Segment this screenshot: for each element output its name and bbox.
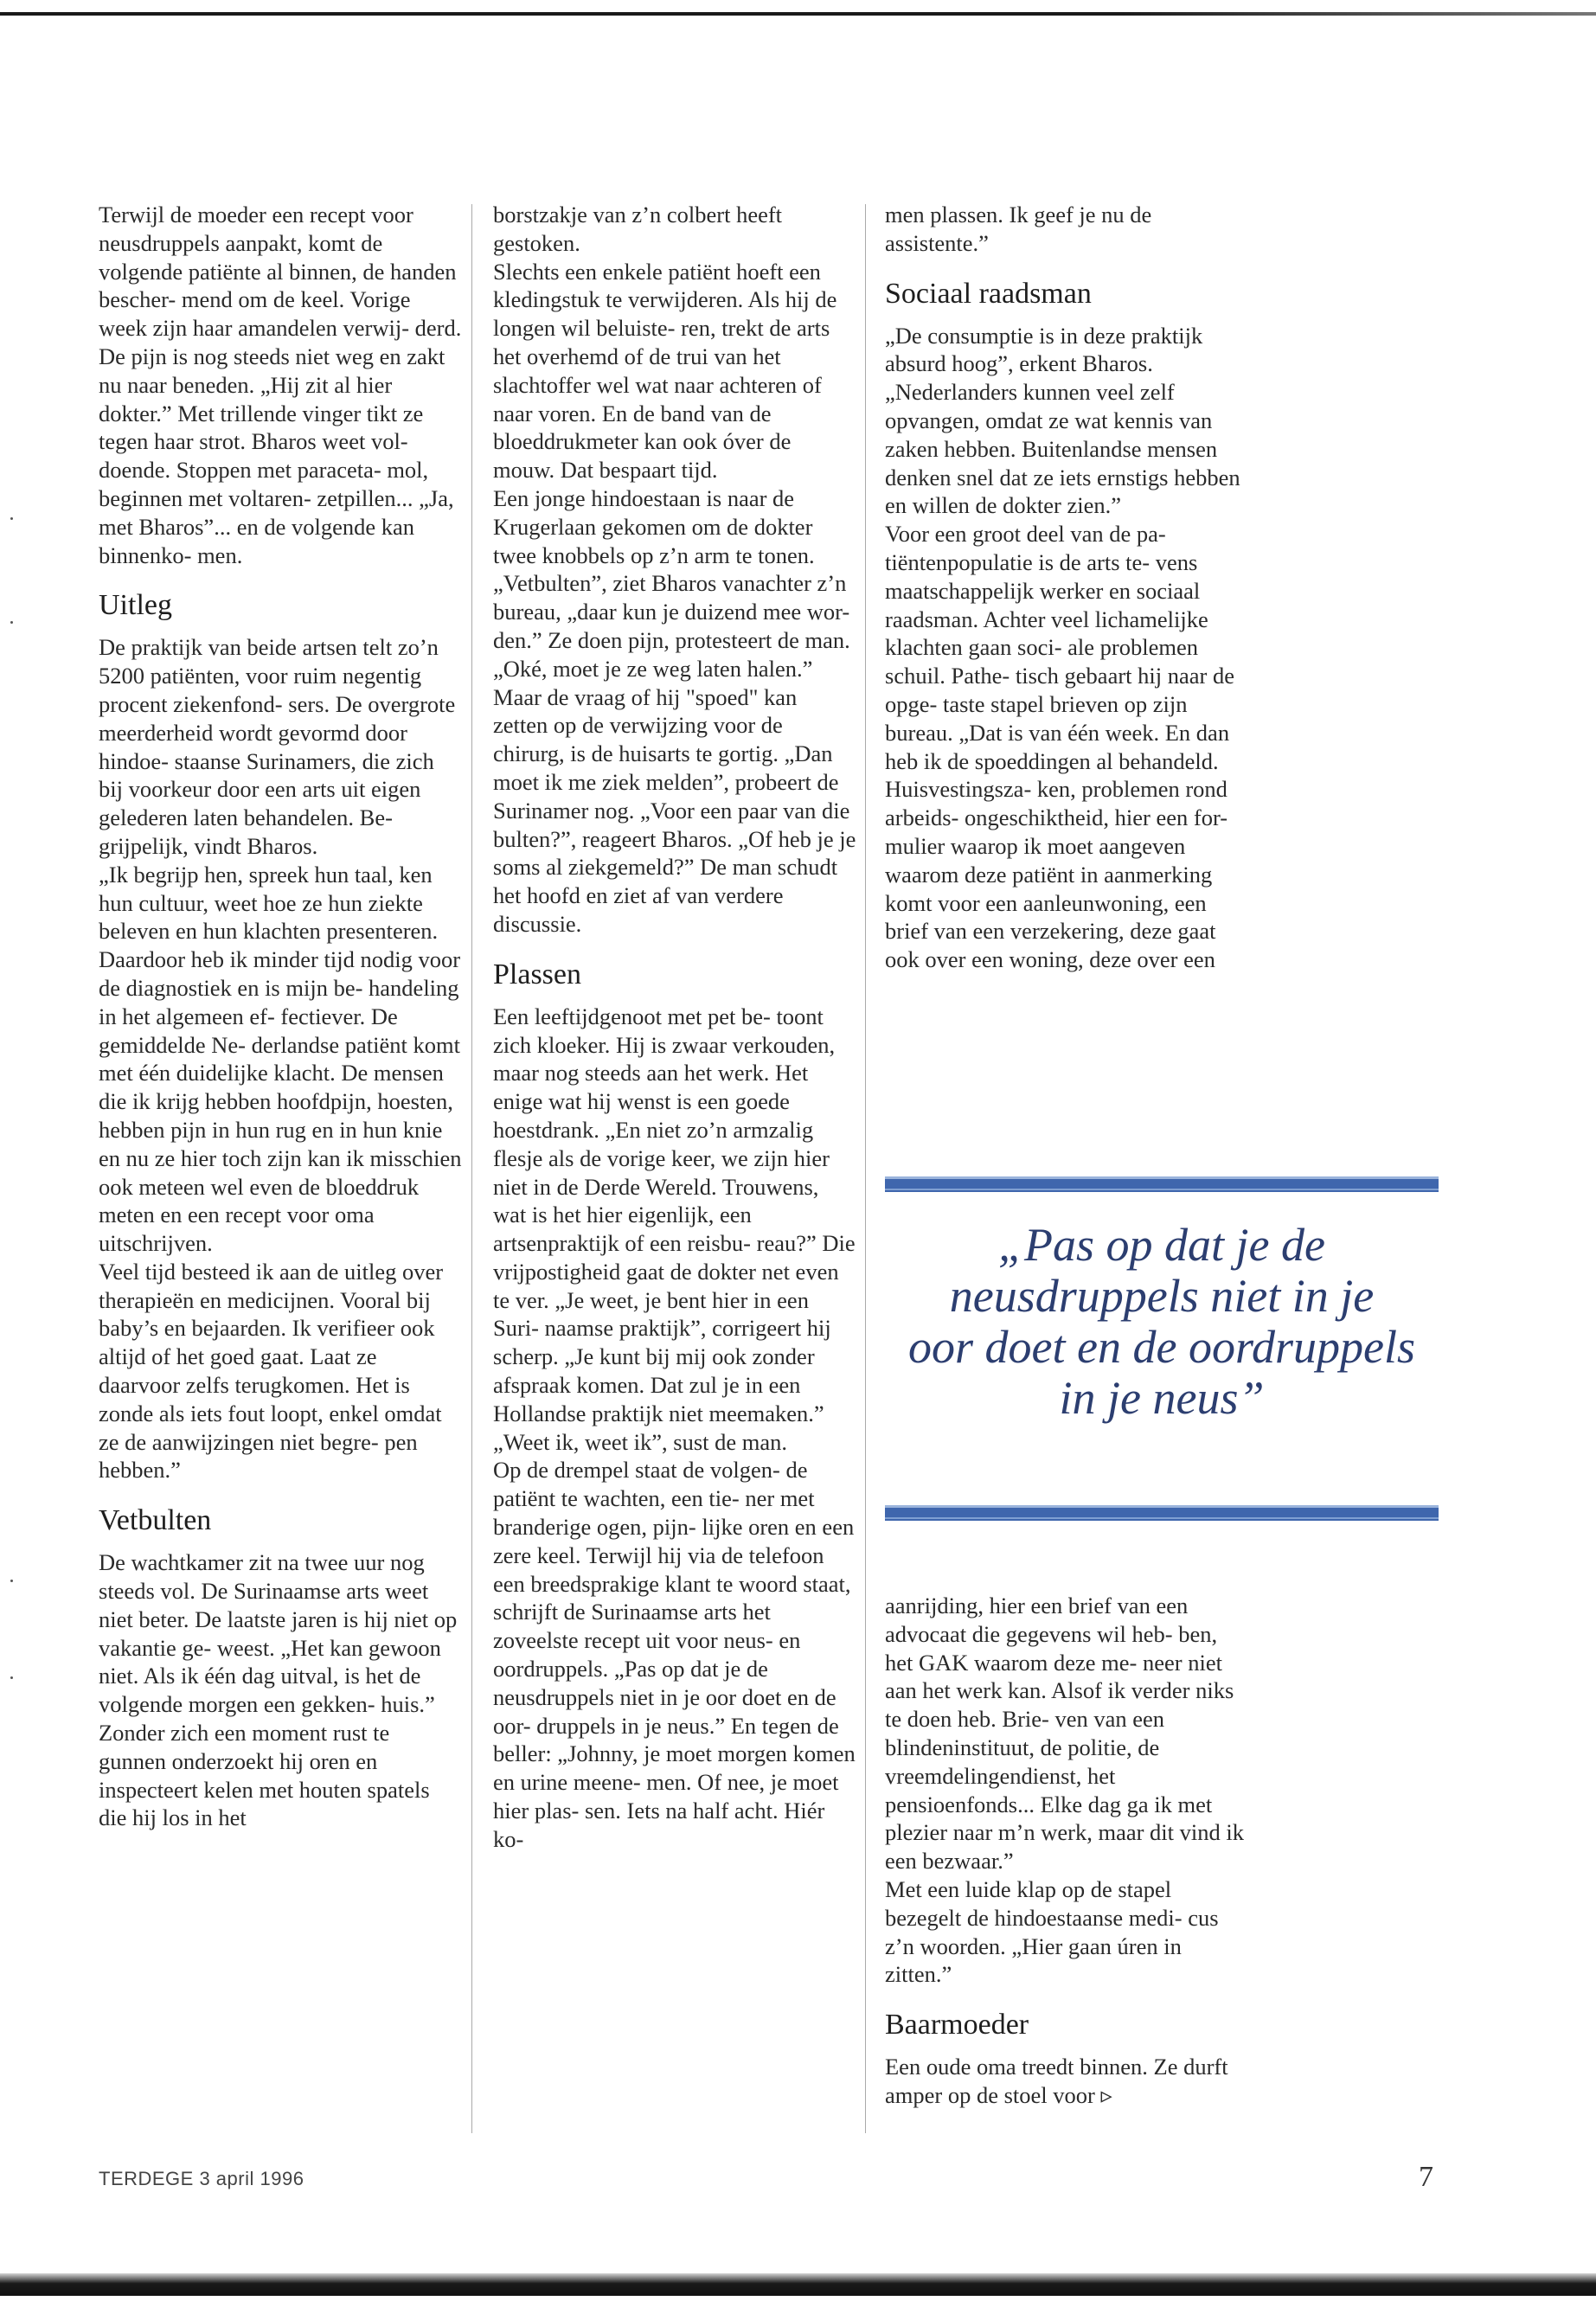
paragraph: Slechts een enkele patiënt hoeft een kledingstuk te verwijderen. Als hij de longen wil beluiste- ren, trekt de arts het overhemd of de trui van het slachtoffer wel wat naar achteren of naar voren. En de band van de bloeddrukmeter kan ook óver de mouw. Dat bespaart tijd. (493, 258, 837, 484)
paragraph: borstzakje van z’n colbert heeft gestoken. (493, 202, 783, 256)
paragraph: Een leeftijdgenoot met pet be- toont zich kloeker. Hij is zwaar verkouden, maar nog steeds aan het werk. Het enige wat hij wenst is een goede hoestdrank. „En niet zo’n armzalig flesje als de vorige keer, we zijn hier niet in de Derde Wereld. Trouwens, wat is het hier eigenlijk, een artsenpraktijk of een reisbu- reau?” Die vrijpostigheid gaat de dokter net even te ver. „Je weet, je bent hier in een Suri- naamse praktijk”, corrigeert hij scherp. „Je kunt bij mij ook zonder afspraak komen. Dat zul je in een Hollandse praktijk niet meemaken.” „Weet ik, weet ik”, sust de man. (493, 1003, 856, 1455)
subheading-sociaal-raadsman: Sociaal raadsman (885, 277, 1092, 310)
margin-mark (10, 1676, 13, 1679)
pullquote-line: „Pas op dat je de (998, 1219, 1325, 1271)
paragraph: De wachtkamer zit na twee uur nog steeds vol. De Surinaamse arts weet niet beter. De laatste jaren is hij niet op vakantie ge- weest. „Het kan gewoon niet. Als ik één dag uitval, is het de volgende morgen een gekken- huis.” Zonder zich een moment rust te gunnen onderzoekt hij oren en inspecteert kelen met houten spatels die hij los in het (99, 1549, 458, 1831)
bottom-rule (0, 2273, 1596, 2296)
paragraph: aanrijding, hier een brief van een advocaat die gegevens wil heb- ben, het GAK waarom deze me- neer niet aan het werk kan. Alsof ik verder niks te doen heb. Brie- ven van een blindeninstituut, de politie, de vreemdelingendienst, het pensioenfonds... Elke dag ga ik met plezier naar m’n werk, maar dit vind ik een bezwaar.” (885, 1593, 1245, 1875)
paragraph: men plassen. Ik geef je nu de assistente.” (885, 202, 1152, 256)
paragraph: Een oude oma treedt binnen. Ze durft amper op de stoel voor ▹ (885, 2054, 1228, 2108)
footer-source: TERDEGE 3 april 1996 (99, 2168, 304, 2189)
margin-mark (10, 1580, 13, 1582)
pullquote-bottom-bar (885, 1505, 1439, 1521)
paragraph: „De consumptie is in deze praktijk absurd hoog”, erkent Bharos. „Nederlanders kunnen veel zelf opvangen, omdat ze wat kennis van zaken hebben. Buitenlandse mensen denken snel dat ze iets ernstigs hebben en willen de dokter zien.” (885, 322, 1240, 519)
margin-mark (10, 517, 13, 520)
subheading-plassen: Plassen (493, 958, 581, 990)
pullquote-line: neusdruppels niet in je (949, 1270, 1375, 1322)
paragraph: Op de drempel staat de volgen- de patiënt te wachten, een tie- ner met branderige ogen, pijn- lijke oren en een zere keel. Terwijl hij via de telefoon een breedsprakige klant te woord staat, schrijft de Surinaamse arts het zoveelste recept uit voor neus- en oordruppels. „Pas op dat je de neusdruppels niet in je oor doet en de oor- druppels in je neus.” En tegen de beller: „Johnny, je moet morgen komen en urine meene- men. Of nee, je moet hier plas- sen. Iets na half acht. Hiér ko- (493, 1457, 856, 1852)
paragraph: „Ik begrijp hen, spreek hun taal, ken hun cultuur, weet hoe ze hun ziekte beleven en hun klachten presenteren. Daardoor heb ik minder tijd nodig voor de diagnostiek en is mijn be- handeling in het algemeen ef- fectiever. De gemiddelde Ne- derlandse patiënt komt met één duidelijke klacht. De mensen die ik krijg hebben hoofdpijn, hoesten, hebben pijn in hun rug en in hun knie en nu ze hier toch zijn kan ik misschien ook meteen wel even de bloeddruk meten en een recept voor oma uitschrijven. (99, 861, 462, 1257)
top-rule (0, 12, 1596, 16)
article-column-3-bottom (885, 1592, 1248, 2110)
paragraph: De praktijk van beide artsen telt zo’n 5200 patiënten, voor ruim negentig procent ziekenfond- sers. De overgrote meerderheid wordt gevormd door hindoe- staanse Surinamers, die zich bij voorkeur door een arts uit eigen gelederen laten behandelen. Be- grijpelijk, vindt Bharos. (99, 634, 456, 859)
column-divider (865, 204, 866, 2133)
pullquote-line: in je neus” (1059, 1372, 1265, 1424)
subheading-uitleg: Uitleg (99, 589, 172, 622)
paragraph: Voor een groot deel van de pa- tiëntenpopulatie is de arts te- vens maatschappelijk werker en sociaal raadsman. Achter veel lichamelijke klachten gaan soci- ale problemen schuil. Pathe- tisch gebaart hij naar de opge- taste stapel brieven op zijn bureau. „Dat is van één week. En dan heb ik de spoeddingen al behandeld. Huisvestingsza- ken, problemen rond arbeids- ongeschiktheid, hier een for- mulier waarop ik moet aangeven waarom deze patiënt in aanmerking komt voor een aanleunwoning, een brief van een verzekering, deze gaat ook over een woning, deze over een (885, 521, 1234, 973)
subheading-baarmoeder: Baarmoeder (885, 2009, 1029, 2041)
paragraph: Veel tijd besteed ik aan de uitleg over therapieën en medicijnen. Vooral bij baby’s en bejaarden. Ik verifieer ook altijd of het goed gaat. Laat ze daarvoor zelfs terugkomen. Het is zonde als iets fout loopt, enkel omdat ze de aanwijzingen niet begre- pen hebben.” (99, 1258, 444, 1484)
pullquote (885, 1220, 1439, 1497)
article-column-3-top (885, 201, 1248, 974)
pullquote-top-bar (885, 1176, 1439, 1192)
margin-mark (10, 621, 13, 624)
paragraph: Met een luide klap op de stapel bezegelt de hindoestaanse medi- cus z’n woorden. „Hier gaan úren in zitten.” (885, 1875, 1219, 1988)
paragraph: Een jonge hindoestaan is naar de Krugerlaan gekomen om de dokter twee knobbels op z’n arm te tonen. „Vetbulten”, ziet Bharos vanachter z’n bureau, „daar kun je duizend mee wor- den.” Ze doen pijn, protesteert de man. „Oké, moet je ze weg laten halen.” Maar de vraag of hij "spoed" kan zetten op de verwijzing voor de chirurg, is de huisarts te gortig. „Dan moet ik me ziek melden”, probeert de Surinamer nog. „Voor een paar van die bulten?”, reageert Bharos. „Of heb je je soms al ziekgemeld?” De man schudt het hoofd en ziet af van verdere discussie. (493, 484, 856, 937)
page-number: 7 (1419, 2161, 1433, 2193)
column-divider (471, 204, 472, 2133)
article-column-1 (99, 201, 462, 1832)
paragraph: Terwijl de moeder een recept voor neusdruppels aanpakt, komt de volgende patiënte al binnen, de handen bescher- mend om de keel. Vorige week zijn haar amandelen verwij- derd. De pijn is nog steeds niet weg en zakt nu naar beneden. „Hij zit al hier dokter.” Met trillende vinger tikt ze tegen haar strot. Bharos weet vol- doende. Stoppen met paraceta- mol, beginnen met voltaren- zetpillen... „Ja, met Bharos”... en de volgende kan binnenko- men. (99, 202, 462, 568)
article-column-2 (493, 201, 856, 1854)
pullquote-line: oor doet en de oordruppels (908, 1321, 1415, 1373)
subheading-vetbulten: Vetbulten (99, 1504, 212, 1537)
